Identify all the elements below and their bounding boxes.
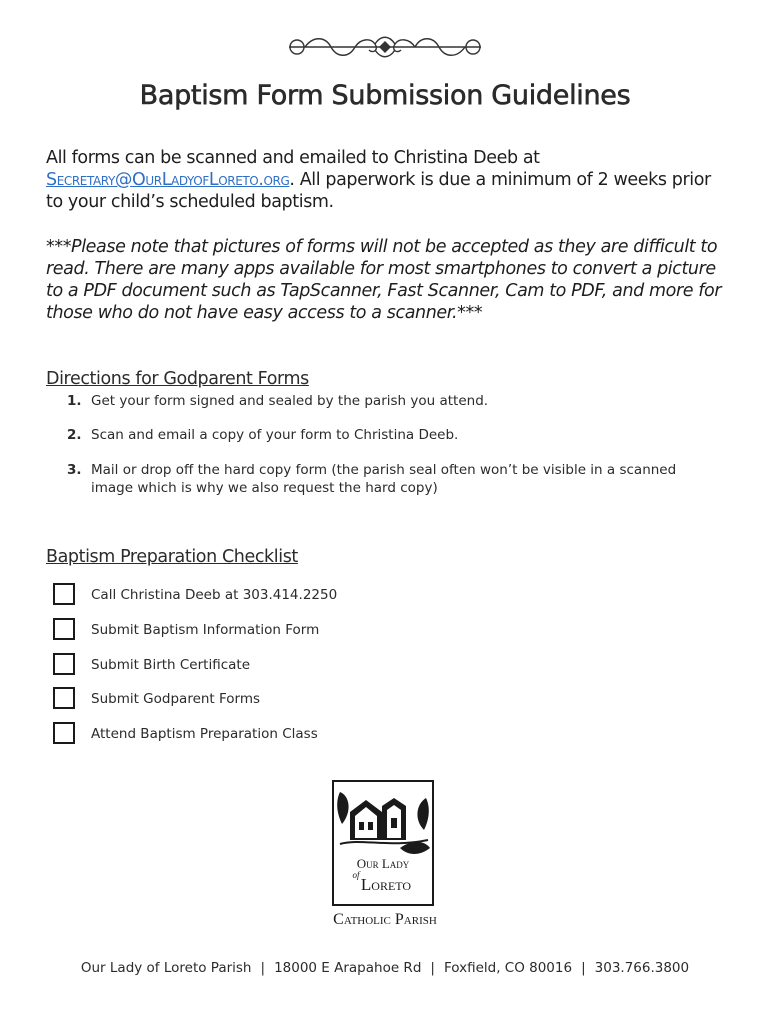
list-item-text: Mail or drop off the hard copy form (the parish seal often won’t be visible in a scanned image which is why we also request the hard copy)	[91, 462, 677, 496]
checklist-item-label: Submit Godparent Forms	[91, 691, 261, 708]
footer-address: 18000 E Arapahoe Rd	[274, 960, 422, 976]
page-footer	[0, 960, 770, 976]
checkbox[interactable]	[53, 653, 75, 675]
footer-city: Foxfield, CO 80016	[443, 960, 573, 976]
list-item	[46, 426, 706, 461]
godparent-directions-list	[46, 392, 706, 497]
list-item-text: Get your form signed and sealed by the parish you attend.	[91, 393, 489, 409]
list-item-number: 3.	[67, 462, 82, 478]
godparent-directions-heading: Directions for Godparent Forms	[46, 369, 309, 389]
intro-paragraph	[46, 147, 726, 213]
parish-logo	[330, 778, 436, 908]
checkbox[interactable]	[53, 618, 75, 640]
checklist-item-label: Submit Baptism Information Form	[91, 621, 320, 638]
checklist-item-label: Attend Baptism Preparation Class	[91, 726, 318, 743]
list-item-text: Scan and email a copy of your form to Christina Deeb.	[91, 427, 459, 443]
checkbox[interactable]	[53, 687, 75, 709]
checklist-item-label: Call Christina Deeb at 303.414.2250	[91, 587, 338, 603]
scan-note: ***Please note that pictures of forms will not be accepted as they are difficult to read. There are many apps available for most smartphones to convert a picture to a PDF document such as TapScanner, Fast Scanner, Cam to PDF, and more for those who do not have easy access to a scanner.***	[46, 237, 722, 323]
intro-text-before: All forms can be scanned and emailed to Christina Deeb at	[46, 148, 540, 168]
decorative-flourish-icon	[283, 32, 487, 62]
logo-line-2: of	[352, 870, 360, 880]
footer-separator: |	[260, 960, 266, 976]
intro-text-after: . All paperwork is due a minimum of 2 weeks prior to your child’s scheduled baptism.	[46, 170, 711, 212]
checklist-item-label: Submit Birth Certificate	[91, 656, 251, 673]
list-item	[46, 392, 706, 426]
logo-line-3: Loreto	[360, 875, 412, 894]
email-link[interactable]: Secretary@OurLadyofLoreto.org	[46, 170, 290, 190]
checkbox[interactable]	[53, 722, 75, 744]
checkbox[interactable]	[53, 583, 75, 605]
footer-phone: 303.766.3800	[594, 960, 690, 976]
logo-caption: Catholic Parish	[333, 911, 437, 928]
list-item-number: 2.	[67, 427, 82, 443]
page-title: Baptism Form Submission Guidelines	[139, 80, 631, 111]
checklist-heading: Baptism Preparation Checklist	[46, 547, 298, 567]
logo-line-1: Our Lady	[356, 856, 410, 871]
footer-separator: |	[581, 960, 586, 976]
footer-parish: Our Lady of Loreto Parish	[80, 960, 252, 976]
list-item-number: 1.	[67, 393, 82, 409]
list-item	[46, 461, 706, 497]
footer-separator: |	[430, 960, 435, 976]
